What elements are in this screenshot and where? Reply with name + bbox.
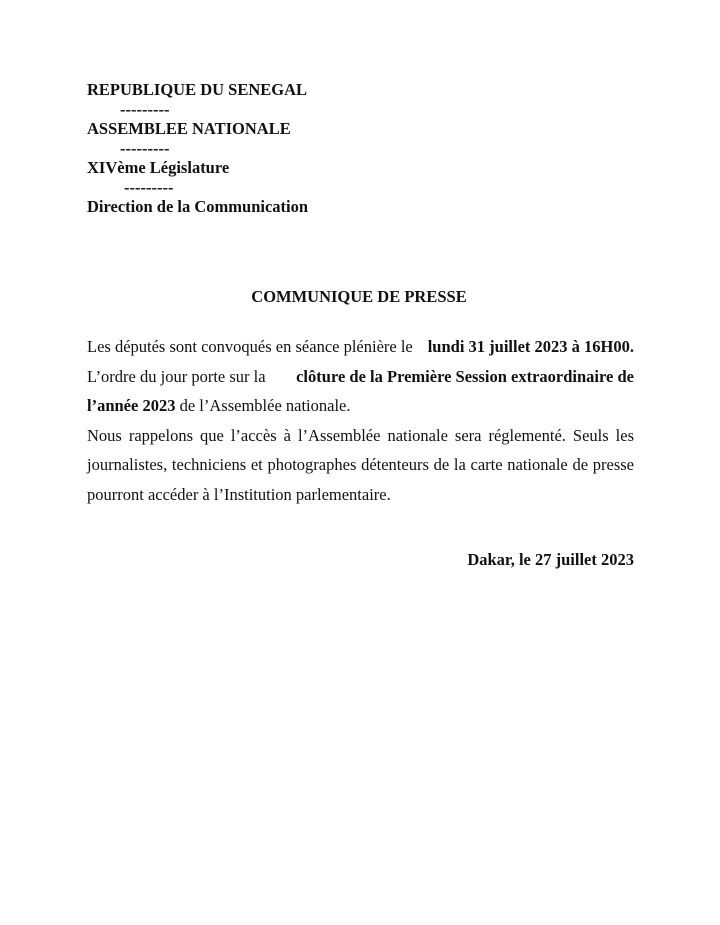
direction-heading: Direction de la Communication — [87, 197, 309, 216]
signature-date: Dakar, le 27 juillet 2023 — [467, 550, 634, 569]
press-release-title — [0, 287, 720, 307]
assembly-heading: ASSEMBLEE NATIONALE — [87, 119, 291, 138]
header-separator: --------- — [120, 99, 170, 119]
agenda-highlight: clôture de la Première Session extraordinaire de — [296, 366, 634, 386]
body-line — [87, 332, 634, 362]
body-line — [87, 421, 634, 451]
session-datetime: lundi 31 juillet 2023 à 16H00. — [427, 337, 634, 356]
body-line — [87, 362, 634, 392]
agenda-year: l’année 2023 — [87, 396, 176, 415]
header-separator: --------- — [124, 177, 174, 197]
republic-heading: REPUBLIQUE DU SENEGAL — [87, 80, 308, 99]
body-line — [87, 480, 634, 510]
body-text: journalistes, techniciens et photographes détenteurs de la carte nationale de presse — [87, 455, 634, 474]
body-text: Les députés sont convoqués en séance plénière le — [87, 337, 413, 356]
body-line — [87, 450, 634, 480]
body-text: pourront accéder à l’Institution parlementaire. — [87, 484, 391, 504]
legislature-heading: XIVème Législature — [87, 158, 230, 177]
body-line — [87, 391, 634, 421]
header-separator: --------- — [120, 138, 170, 158]
body-text: de l’Assemblée nationale. — [175, 396, 351, 415]
document-header — [87, 80, 308, 217]
body-text: Nous rappelons que l’accès à l’Assemblée nationale sera réglementé. Seuls les — [87, 425, 634, 445]
press-release-body — [87, 332, 634, 509]
body-text: L’ordre du jour porte sur la — [87, 366, 266, 386]
title-text: COMMUNIQUE DE PRESSE — [251, 287, 467, 306]
